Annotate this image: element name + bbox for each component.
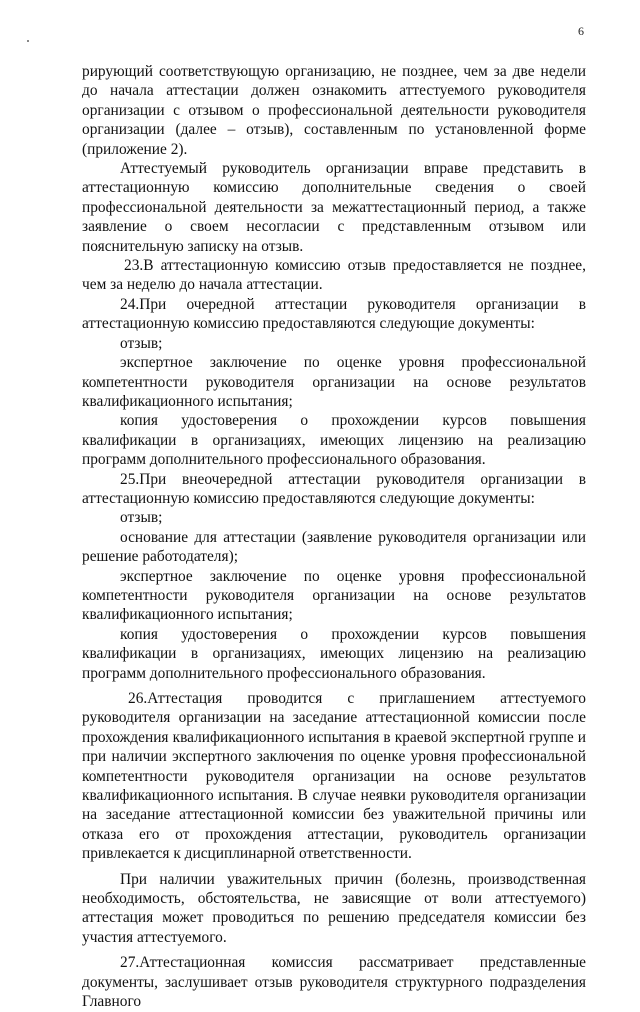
- paragraph-1: рирующий соответствующую организацию, не позднее, чем за две недели до начала аттестации должен ознакомить аттестуемого руководителя организации с отзывом о профессиональной деятельности руководителя организации (далее – отзыв), составленным по установленной форме (приложение 2).: [82, 63, 586, 158]
- paragraph-23: 23.В аттестационную комиссию отзыв предоставляется не позднее, чем за неделю до начала аттестации.: [82, 257, 586, 294]
- paragraph-26: 26.Аттестация проводится с приглашением аттестуемого руководителя организации на заседание аттестационной комиссии после прохождения квалификационного испытания в краевой экспертной группе и при наличии экспертного заключения по оценке уровня профессиональной компетентности руководителя организации на основе результатов квалификационного испытания. В случае неявки руководителя организации на заседание аттестационной комиссии без уважительной причины или отказа его от прохождения аттестации, руководитель организации привлекается к дисциплинарной ответственности.: [82, 690, 586, 863]
- paragraph-2: Аттестуемый руководитель организации вправе представить в аттестационную комиссию дополнительные сведения о своей профессиональной деятельности за межаттестационный период, а также заявление о своем несогласии с представленным отзывом или пояснительную записку на отзыв.: [82, 160, 586, 255]
- list-item-expert-conclusion-1: экспертное заключение по оценке уровня профессиональной компетентности руководителя организации на основе результатов квалификационного испытания;: [82, 354, 586, 410]
- list-item-otzyv-1: отзыв;: [120, 334, 163, 352]
- paragraph-24: 24.При очередной аттестации руководителя организации в аттестационную комиссию предоставляются следующие документы:: [82, 295, 586, 333]
- list-item-expert-conclusion-2: экспертное заключение по оценке уровня профессиональной компетентности руководителя организации на основе результатов квалификационного испытания;: [82, 567, 586, 624]
- scan-speck: [27, 40, 29, 42]
- paragraph-25: 25.При внеочередной аттестации руководителя организации в аттестационную комиссию предоставляются следующие документы:: [82, 470, 586, 507]
- list-item-basis: основание для аттестации (заявление руководителя организации или решение работодателя);: [82, 528, 586, 566]
- document-body: [82, 62, 586, 1012]
- paragraph-valid-reasons: При наличии уважительных причин (болезнь, производственная необходимость, обстоятельства, не зависящие от воли аттестуемого) аттестация может проводиться по решению председателя комиссии без участия аттестуемого.: [82, 870, 586, 946]
- list-item-certificate-copy-2: копия удостоверения о прохождении курсов повышения квалификации в организациях, имеющих лицензию на реализацию программ дополнительного профессионального образования.: [82, 625, 586, 682]
- page-number: 6: [578, 24, 584, 38]
- paragraph-27: 27.Аттестационная комиссия рассматривает представленные документы, заслушивает отзыв руководителя структурного подразделения Главного: [82, 954, 586, 1011]
- list-item-otzyv-2: отзыв;: [120, 509, 163, 527]
- list-item-certificate-copy-1: копия удостоверения о прохождении курсов повышения квалификации в организациях, имеющих лицензию на реализацию программ дополнительного профессионального образования.: [82, 412, 586, 469]
